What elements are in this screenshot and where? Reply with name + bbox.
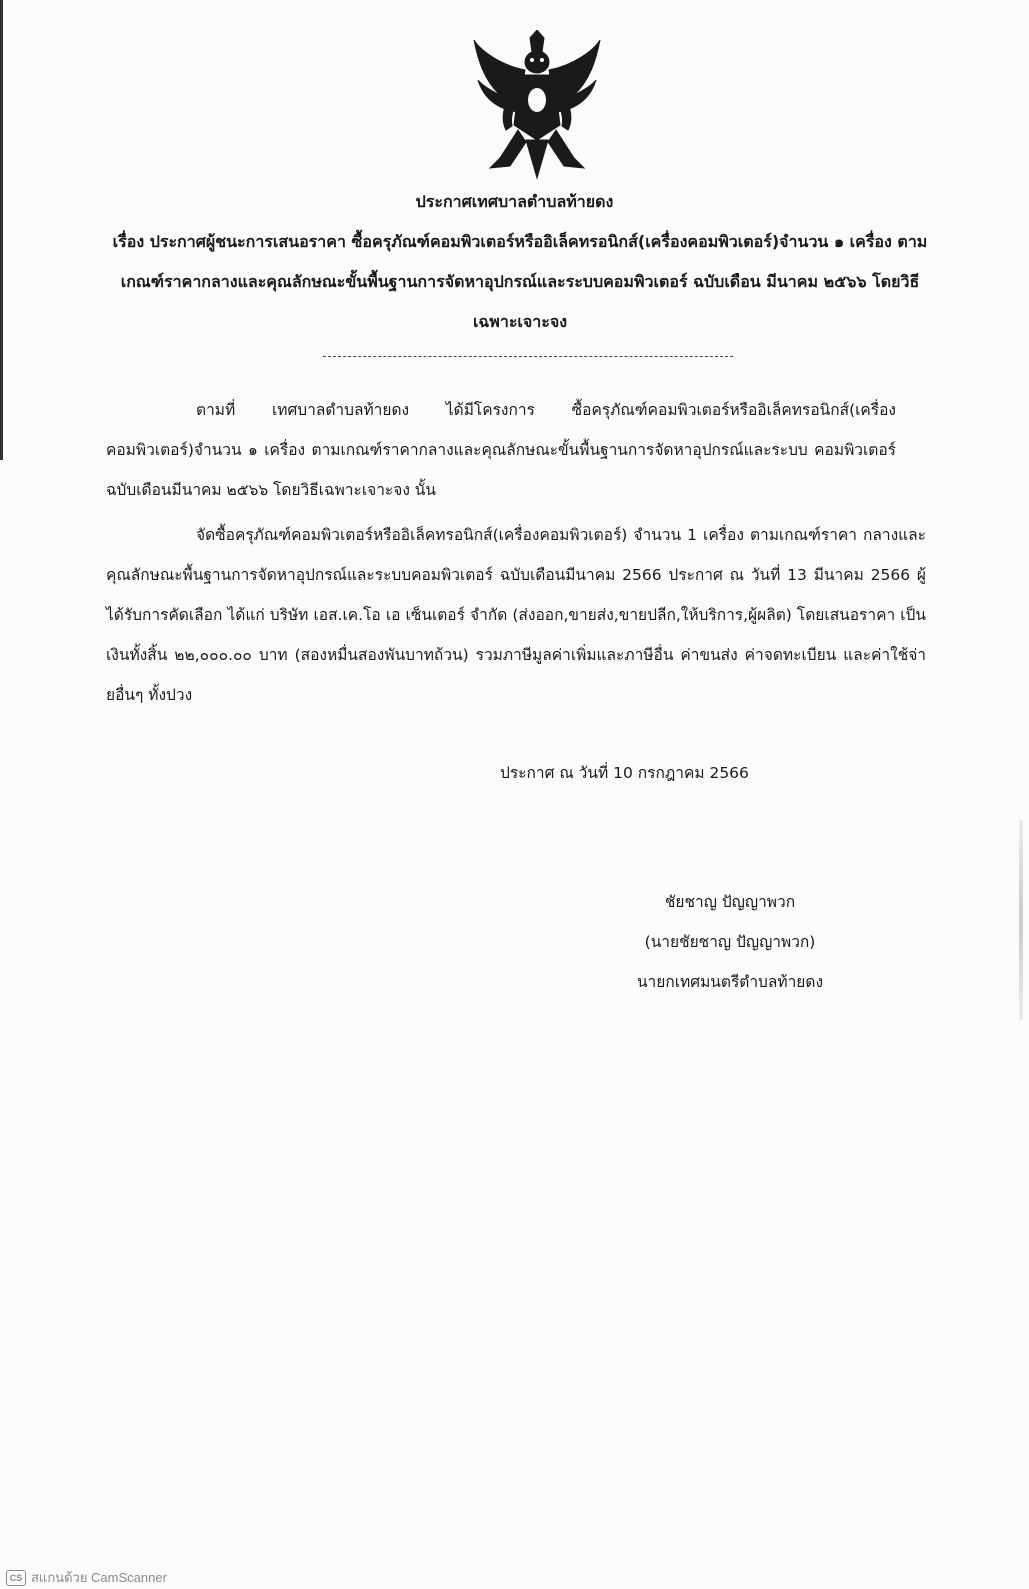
paragraph-award: จัดซื้อครุภัณฑ์คอมพิวเตอร์หรืออิเล็คทรอนิกส์(เครื่องคอมพิวเตอร์) จำนวน 1 เครื่อง ตามเกณฑ์ราคา กลางและคุณลักษณะพื้นฐานการจัดหาอุปกรณ์และระบบคอมพิวเตอร์ ฉบับเดือนมีนาคม 2566 ประกาศ ณ วันที่ 13 มีนาคม 2566 ผู้ได้รับการคัดเลือก ได้แก่ บริษัท เอส.เค.โอ เอ เซ็นเตอร์ จำกัด (ส่งออก,ขายส่ง,ขายปลีก,ให้บริการ,ผู้ผลิต) โดยเสนอราคา เป็นเงินทั้งสิ้น ๒๒,๐๐๐.๐๐ บาท (สองหมื่นสองพันบาทถ้วน) รวมภาษีมูลค่าเพิ่มและภาษีอื่น ค่าขนส่ง ค่าจดทะเบียน และค่าใช้จ่ายอื่นๆ ทั้งปวง bbox=[106, 526, 926, 704]
printed-name: (นายชัยชาญ ปัญญาพวก) bbox=[644, 933, 816, 951]
scanner-watermark bbox=[6, 1567, 167, 1588]
divider bbox=[323, 356, 733, 357]
signer-position: นายกเทศมนตรีตำบลท้ายดง bbox=[636, 973, 824, 991]
garuda-emblem-icon bbox=[470, 30, 605, 180]
signature-block bbox=[600, 882, 860, 1002]
scan-edge-right bbox=[1019, 820, 1023, 1020]
camscanner-icon: CS bbox=[6, 1570, 26, 1586]
signature: ชัยชาญ ปัญญาพวก bbox=[664, 893, 796, 911]
paragraph-project: ตามที่ เทศบาลตำบลท้ายดง ได้มีโครงการ ซื้อครุภัณฑ์คอมพิวเตอร์หรืออิเล็คทรอนิกส์(เครื่อง คอมพิวเตอร์)จำนวน ๑ เครื่อง ตามเกณฑ์ราคากลางและคุณลักษณะขั้นพื้นฐานการจัดหาอุปกรณ์และระบบ คอมพิวเตอร์ ฉบับเดือนมีนาคม ๒๕๖๖ โดยวิธีเฉพาะเจาะจง นั้น bbox=[106, 401, 896, 499]
document-title: ประกาศเทศบาลตำบลท้ายดง bbox=[415, 192, 614, 211]
scanner-text: สแกนด้วย CamScanner bbox=[31, 1570, 167, 1585]
document-subject: เรื่อง ประกาศผู้ชนะการเสนอราคา ซื้อครุภัณฑ์คอมพิวเตอร์หรืออิเล็คทรอนิกส์(เครื่องคอมพิวเตอร์)จำนวน ๑ เครื่อง ตามเกณฑ์ราคากลางและคุณลักษณะขั้นพื้นฐานการจัดหาอุปกรณ์และระบบคอมพิวเตอร์ ฉบับเดือน มีนาคม ๒๕๖๖ โดยวิธีเฉพาะเจาะจง bbox=[112, 232, 928, 331]
announcement-date: ประกาศ ณ วันที่ 10 กรกฎาคม 2566 bbox=[500, 764, 749, 782]
scan-edge-left bbox=[0, 0, 3, 460]
